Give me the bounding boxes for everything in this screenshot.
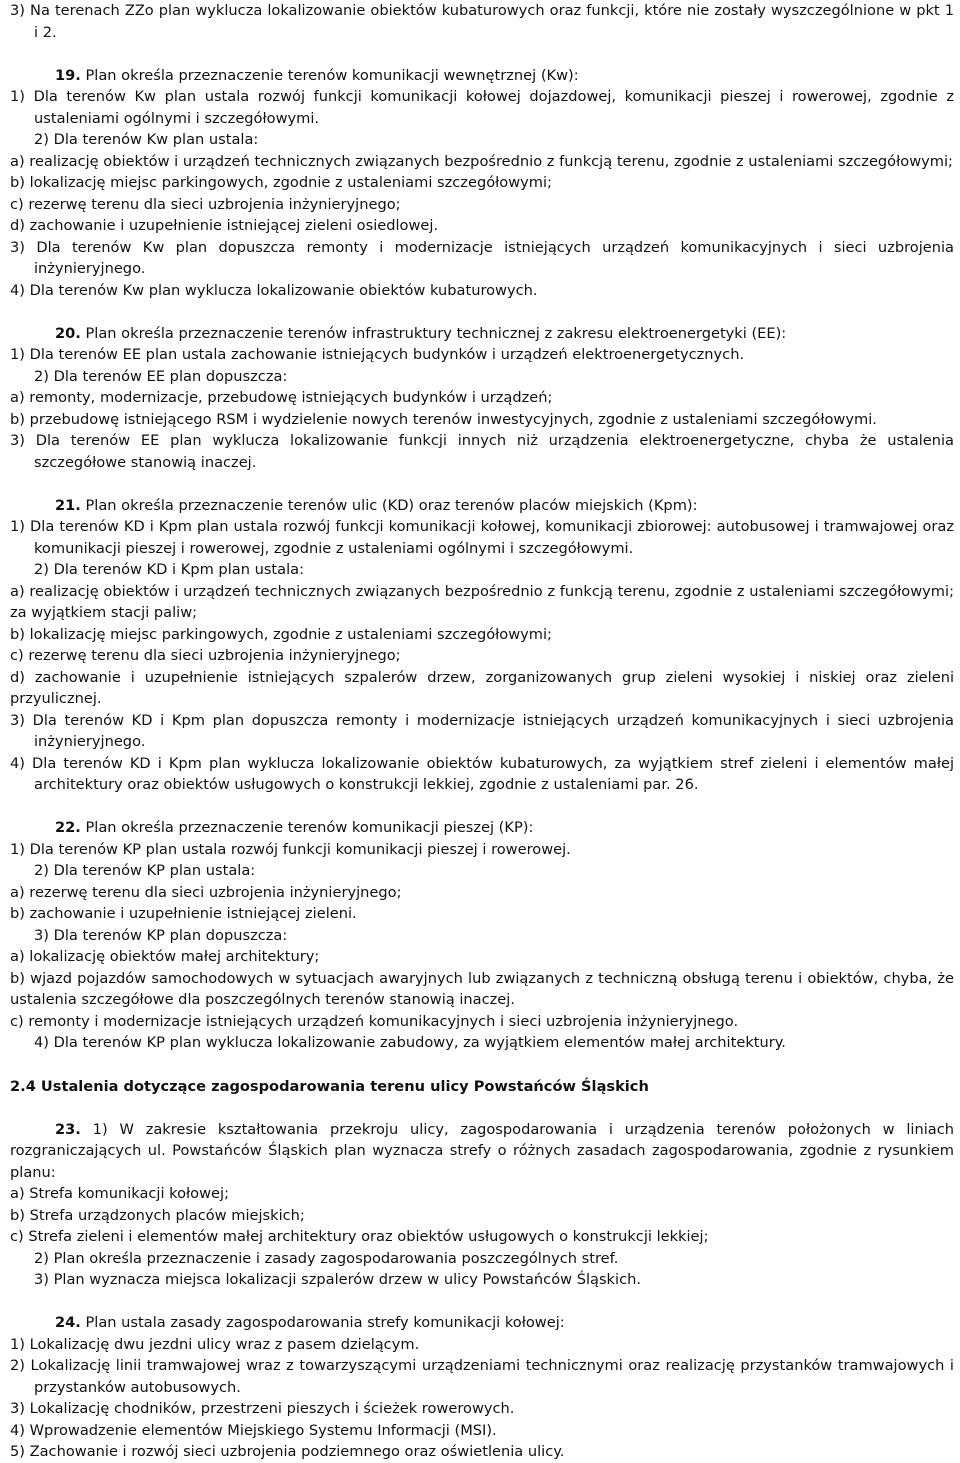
- paragraph-heading-text: Plan określa przeznaczenie terenów komunikacji pieszej (KP):: [80, 819, 534, 836]
- list-item: 1) Dla terenów EE plan ustala zachowanie istniejących budynków i urządzeń elektroenergetycznych.: [10, 346, 745, 363]
- sub-item: a) realizację obiektów i urządzeń technicznych związanych bezpośrednio z funkcją terenu, zgodnie z ustaleniami szczegółowymi; za wyjątkiem stacji paliw;: [10, 582, 954, 621]
- list-item: 1) Lokalizację dwu jezdni ulicy wraz z pasem dzielącym.: [10, 1335, 420, 1353]
- paragraph-23: [10, 1119, 954, 1291]
- paragraph-heading-text: Plan określa przeznaczenie terenów komunikacji wewnętrznej (Kw):: [80, 66, 579, 84]
- list-item: 4) Wprowadzenie elementów Miejskiego Systemu Informacji (MSI).: [10, 1421, 497, 1439]
- list-item: 3) Plan wyznacza miejsca lokalizacji szpalerów drzew w ulicy Powstańców Śląskich.: [34, 1271, 641, 1288]
- paragraph-24: [10, 1312, 954, 1463]
- paragraph-24-heading: [10, 1312, 954, 1334]
- sub-item: a) remonty, modernizacje, przebudowę istniejących budynków i urządzeń;: [10, 389, 553, 406]
- paragraph-number: 20.: [55, 324, 81, 342]
- list-item: 2) Lokalizację linii tramwajowej wraz z towarzyszącymi urządzeniami technicznymi oraz realizację przystanków tramwajowych i przystanków autobusowych.: [10, 1357, 954, 1396]
- paragraph-number: 24.: [55, 1314, 81, 1331]
- paragraph-23-heading: [10, 1119, 954, 1184]
- list-item: 3) Dla terenów KD i Kpm plan dopuszcza remonty i modernizacje istniejących urządzeń komunikacyjnych i sieci uzbrojenia inżynieryjnego.: [10, 711, 954, 750]
- paragraph-heading-text: 1) W zakresie kształtowania przekroju ulicy, zagospodarowania i urządzenia terenów położonych w liniach rozgraniczających ul. Powstańców Śląskich plan wyznacza strefy o różnych zasadach zagospodarowania, zgodnie z rysunkiem planu:: [10, 1120, 954, 1181]
- sub-item: c) rezerwę terenu dla sieci uzbrojenia inżynieryjnego;: [10, 195, 401, 213]
- paragraph-21-heading: [10, 495, 954, 517]
- paragraph-number: 19.: [55, 66, 81, 84]
- list-item: 2) Dla terenów EE plan dopuszcza:: [34, 367, 288, 385]
- sub-item: d) zachowanie i uzupełnienie istniejącej zieleni osiedlowej.: [10, 217, 439, 234]
- sub-item: a) realizację obiektów i urządzeń technicznych związanych bezpośrednio z funkcją terenu, zgodnie z ustaleniami szczegółowymi;: [10, 152, 953, 170]
- list-item: 2) Dla terenów KD i Kpm plan ustala:: [34, 561, 305, 578]
- list-item: 3) Dla terenów Kw plan dopuszcza remonty i modernizacje istniejących urządzeń komunikacyjnych i sieci uzbrojenia inżynieryjnego.: [10, 238, 954, 277]
- list-item: 5) Zachowanie i rozwój sieci uzbrojenia podziemnego oraz oświetlenia ulicy.: [10, 1443, 565, 1460]
- paragraph-number: 21.: [55, 496, 81, 514]
- paragraph-21: [10, 495, 954, 796]
- paragraph-19-heading: [10, 65, 954, 87]
- sub-item: c) remonty i modernizacje istniejących urządzeń komunikacyjnych i sieci uzbrojenia inżynieryjnego.: [10, 1012, 739, 1030]
- sub-item: b) wjazd pojazdów samochodowych w sytuacjach awaryjnych lub związanych z techniczną obsługą terenu i obiektów, chyba, że ustalenia szczegółowe dla poszczególnych terenów stanowią inaczej.: [10, 969, 954, 1008]
- paragraph-20-heading: [10, 323, 954, 345]
- sub-item: a) lokalizację obiektów małej architektury;: [10, 948, 320, 965]
- list-item: 4) Dla terenów Kw plan wyklucza lokalizowanie obiektów kubaturowych.: [10, 281, 538, 299]
- list-item: 3) Dla terenów KP plan dopuszcza:: [34, 926, 288, 944]
- sub-item: b) zachowanie i uzupełnienie istniejącej zieleni.: [10, 905, 357, 922]
- list-item: 4) Dla terenów KP plan wyklucza lokalizowanie zabudowy, za wyjątkiem elementów małej architektury.: [34, 1034, 786, 1051]
- paragraph-22: [10, 817, 954, 1054]
- sub-item: c) rezerwę terenu dla sieci uzbrojenia inżynieryjnego;: [10, 647, 401, 664]
- paragraph-22-heading: [10, 817, 954, 839]
- list-item: 4) Dla terenów KD i Kpm plan wyklucza lokalizowanie obiektów kubaturowych, za wyjątkiem stref zieleni i elementów małej architektury oraz obiektów usługowych o konstrukcji lekkiej, zgodnie z ustaleniami par. 26.: [10, 754, 954, 793]
- sub-item: a) Strefa komunikacji kołowej;: [10, 1185, 229, 1202]
- list-item: 2) Dla terenów KP plan ustala:: [34, 862, 256, 879]
- sub-item: d) zachowanie i uzupełnienie istniejących szpalerów drzew, zorganizowanych grup zieleni wysokiej i niskiej oraz zieleni przyulicznej.: [10, 668, 954, 707]
- sub-item: b) Strefa urządzonych placów miejskich;: [10, 1206, 305, 1224]
- list-item: 1) Dla terenów KD i Kpm plan ustala rozwój funkcji komunikacji kołowej, komunikacji zbiorowej: autobusowej i tramwajowej oraz komunikacji pieszej i rowerowej, zgodnie z ustaleniami ogólnymi i szczegółowymi.: [10, 518, 954, 557]
- intro-item: 3) Na terenach ZZo plan wyklucza lokalizowanie obiektów kubaturowych oraz funkcji, które nie zostały wyszczególnione w pkt 1 i 2.: [10, 2, 954, 41]
- paragraph-heading-text: Plan określa przeznaczenie terenów infrastruktury technicznej z zakresu elektroenergetyki (EE):: [80, 324, 787, 342]
- paragraph-19: [10, 65, 954, 302]
- list-item: 1) Dla terenów Kw plan ustala rozwój funkcji komunikacji kołowej dojazdowej, komunikacji pieszej i rowerowej, zgodnie z ustaleniami ogólnymi i szczegółowymi.: [10, 88, 954, 127]
- paragraph-heading-text: Plan określa przeznaczenie terenów ulic (KD) oraz terenów placów miejskich (Kpm):: [80, 496, 698, 514]
- sub-item: b) lokalizację miejsc parkingowych, zgodnie z ustaleniami szczegółowymi;: [10, 625, 552, 643]
- paragraph-number: 22.: [55, 819, 81, 836]
- list-item: 3) Dla terenów EE plan wyklucza lokalizowanie funkcji innych niż urządzenia elektroenergetyczne, chyba że ustalenia szczegółowe stanowią inaczej.: [10, 432, 954, 471]
- sub-item: a) rezerwę terenu dla sieci uzbrojenia inżynieryjnego;: [10, 883, 402, 901]
- list-item: 2) Dla terenów Kw plan ustala:: [34, 131, 259, 148]
- sub-item: b) lokalizację miejsc parkingowych, zgodnie z ustaleniami szczegółowymi;: [10, 174, 552, 191]
- list-item: 2) Plan określa przeznaczenie i zasady zagospodarowania poszczególnych stref.: [34, 1249, 619, 1267]
- paragraph-heading-text: Plan ustala zasady zagospodarowania strefy komunikacji kołowej:: [80, 1314, 565, 1331]
- paragraph-20: [10, 323, 954, 474]
- sub-item: c) Strefa zieleni i elementów małej architektury oraz obiektów usługowych o konstrukcji lekkiej;: [10, 1228, 709, 1245]
- list-item: 1) Dla terenów KP plan ustala rozwój funkcji komunikacji pieszej i rowerowej.: [10, 840, 571, 858]
- paragraph-number: 23.: [55, 1120, 81, 1138]
- sub-item: b) przebudowę istniejącego RSM i wydzielenie nowych terenów inwestycyjnych, zgodnie z ustaleniami szczegółowymi.: [10, 410, 877, 428]
- list-item: 3) Lokalizację chodników, przestrzeni pieszych i ścieżek rowerowych.: [10, 1400, 515, 1417]
- section-heading: 2.4 Ustalenia dotyczące zagospodarowania terenu ulicy Powstańców Śląskich: [10, 1077, 649, 1095]
